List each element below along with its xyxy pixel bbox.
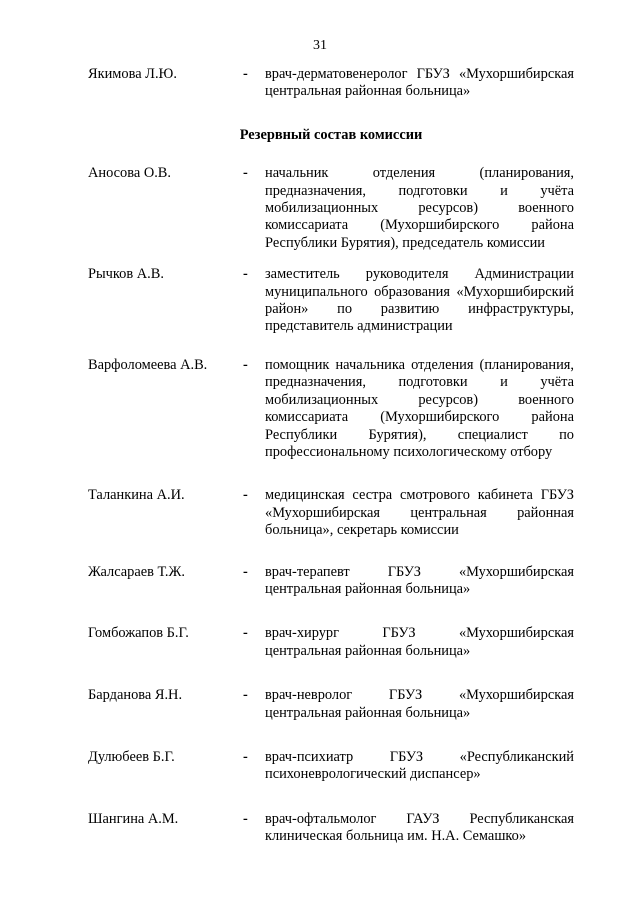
list-item [88, 811, 574, 846]
dash-separator: - [243, 356, 248, 373]
member-name: Шангина А.М. [88, 810, 179, 827]
member-position: начальник отделения (планирования, предназначения, подготовки и учёта мобилизационных ресурсов) военного комиссариата (Мухоршибирского района Республики Бурятия), председатель комиссии [265, 165, 574, 251]
list-item [88, 266, 574, 336]
list-item [88, 564, 574, 599]
section-heading: Резервный состав комиссии [239, 126, 423, 143]
member-name: Таланкина А.И. [88, 487, 185, 504]
list-item [88, 749, 574, 784]
member-position: помощник начальника отделения (планирования, предназначения, подготовки и учёта мобилизационных ресурсов) военного комиссариата (Мухоршибирского района Республики Бурятия), специалист по профессиональному психологическому отбору [265, 356, 574, 460]
member-name: Жалсараев Т.Ж. [88, 563, 185, 580]
member-name: Рычков А.В. [88, 266, 164, 283]
page-number: 31 [313, 38, 327, 53]
member-position: медицинская сестра смотрового кабинета ГБУЗ «Мухоршибирская центральная районная больница», секретарь комиссии [265, 487, 574, 539]
member-position: врач-хирург ГБУЗ «Мухоршибирская центральная районная больница» [265, 625, 574, 659]
member-name: Якимова Л.Ю. [88, 66, 177, 82]
dash-separator: - [243, 810, 248, 827]
dash-separator: - [243, 66, 248, 82]
member-name: Варфоломеева А.В. [88, 356, 208, 373]
list-item [88, 357, 574, 461]
member-name: Барданова Я.Н. [88, 687, 183, 704]
member-position: врач-психиатр ГБУЗ «Республиканский психоневрологический диспансер» [265, 748, 574, 783]
list-item [88, 66, 574, 101]
member-name: Аносова О.В. [88, 165, 172, 182]
dash-separator: - [243, 687, 248, 704]
dash-separator: - [243, 748, 248, 765]
dash-separator: - [243, 165, 248, 182]
member-name: Гомбожапов Б.Г. [88, 625, 189, 642]
dash-separator: - [243, 487, 248, 504]
member-position: врач-офтальмолог ГАУЗ Республиканская клиническая больница им. Н.А. Семашко» [265, 810, 574, 845]
list-item [88, 165, 574, 252]
member-name: Дулюбеев Б.Г. [88, 748, 175, 765]
dash-separator: - [243, 563, 248, 580]
member-position: врач-терапевт ГБУЗ «Мухоршибирская центральная районная больница» [265, 563, 574, 597]
list-item [88, 625, 574, 660]
list-item [88, 687, 574, 722]
dash-separator: - [243, 625, 248, 642]
list-item [88, 487, 574, 539]
member-position: заместитель руководителя Администрации муниципального образования «Мухоршибирский район» по развитию инфраструктуры, представитель администрации [265, 266, 574, 335]
member-position: врач-невролог ГБУЗ «Мухоршибирская центральная районная больница» [265, 687, 574, 721]
member-position: врач-дерматовенеролог ГБУЗ «Мухоршибирская центральная районная больница» [265, 66, 574, 100]
dash-separator: - [243, 266, 248, 283]
commission-list [88, 66, 574, 846]
